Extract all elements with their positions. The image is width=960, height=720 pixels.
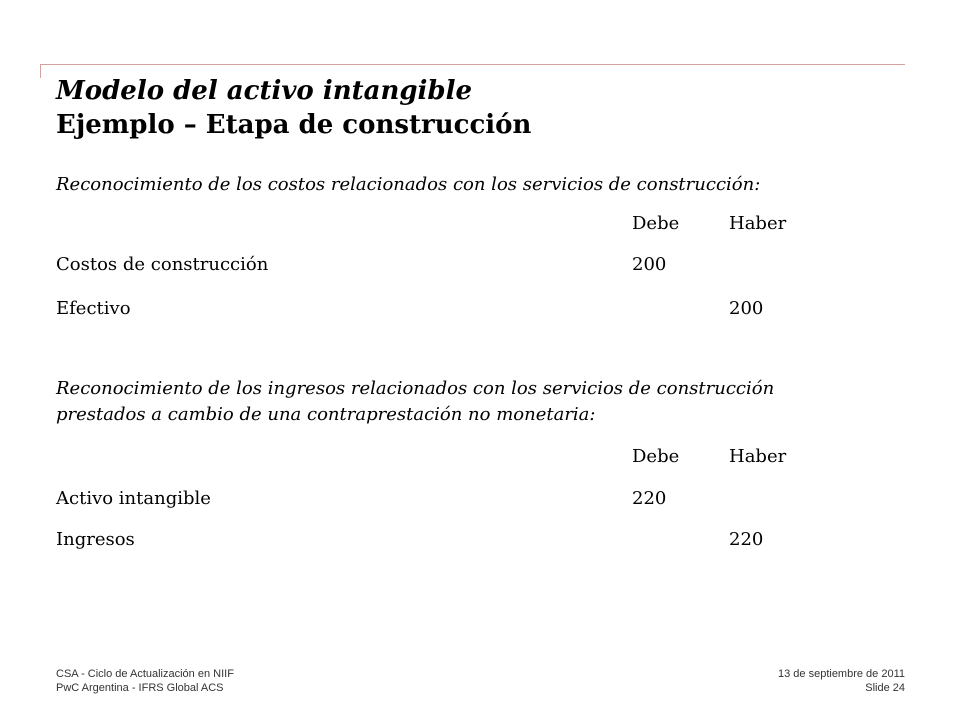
slide-title — [56, 74, 531, 142]
footer-course: CSA - Ciclo de Actualización en NIIF — [56, 668, 234, 680]
section2-row2-haber: 220 — [729, 529, 764, 550]
section2-header-row — [56, 444, 856, 470]
footer-left — [56, 667, 234, 695]
header-rule — [40, 64, 905, 65]
table-row — [56, 252, 856, 278]
footer-org: PwC Argentina - IFRS Global ACS — [56, 682, 224, 694]
footer-date: 13 de septiembre de 2011 — [778, 668, 905, 680]
section2-row1-label: Activo intangible — [56, 488, 211, 509]
footer-right — [778, 667, 905, 695]
slide-title-line2: Ejemplo – Etapa de construcción — [56, 110, 532, 140]
section2-caption — [56, 376, 774, 428]
section1-row1-debe: 200 — [632, 254, 667, 275]
table-row — [56, 486, 856, 512]
section1-row1-label: Costos de construcción — [56, 254, 269, 275]
section2-row2-label: Ingresos — [56, 529, 135, 550]
header-rule-tick — [40, 64, 41, 78]
slide-title-line1: Modelo del activo intangible — [56, 76, 473, 106]
section1-row2-label: Efectivo — [56, 298, 131, 319]
section2-caption-line1: Reconocimiento de los ingresos relacionados con los servicios de construcción — [56, 378, 775, 399]
section1-header-haber: Haber — [729, 213, 787, 234]
section1-header-row — [56, 211, 856, 237]
section2-row1-debe: 220 — [632, 488, 667, 509]
section2-header-haber: Haber — [729, 446, 787, 467]
slide-number: Slide 24 — [865, 682, 905, 694]
section1-caption: Reconocimiento de los costos relacionados con los servicios de construcción: — [56, 174, 761, 195]
section2-header-debe: Debe — [632, 446, 680, 467]
section1-row2-haber: 200 — [729, 298, 764, 319]
section2-caption-line2: prestados a cambio de una contraprestación no monetaria: — [56, 404, 596, 425]
section1-header-debe: Debe — [632, 213, 680, 234]
table-row — [56, 527, 856, 553]
table-row — [56, 296, 856, 322]
